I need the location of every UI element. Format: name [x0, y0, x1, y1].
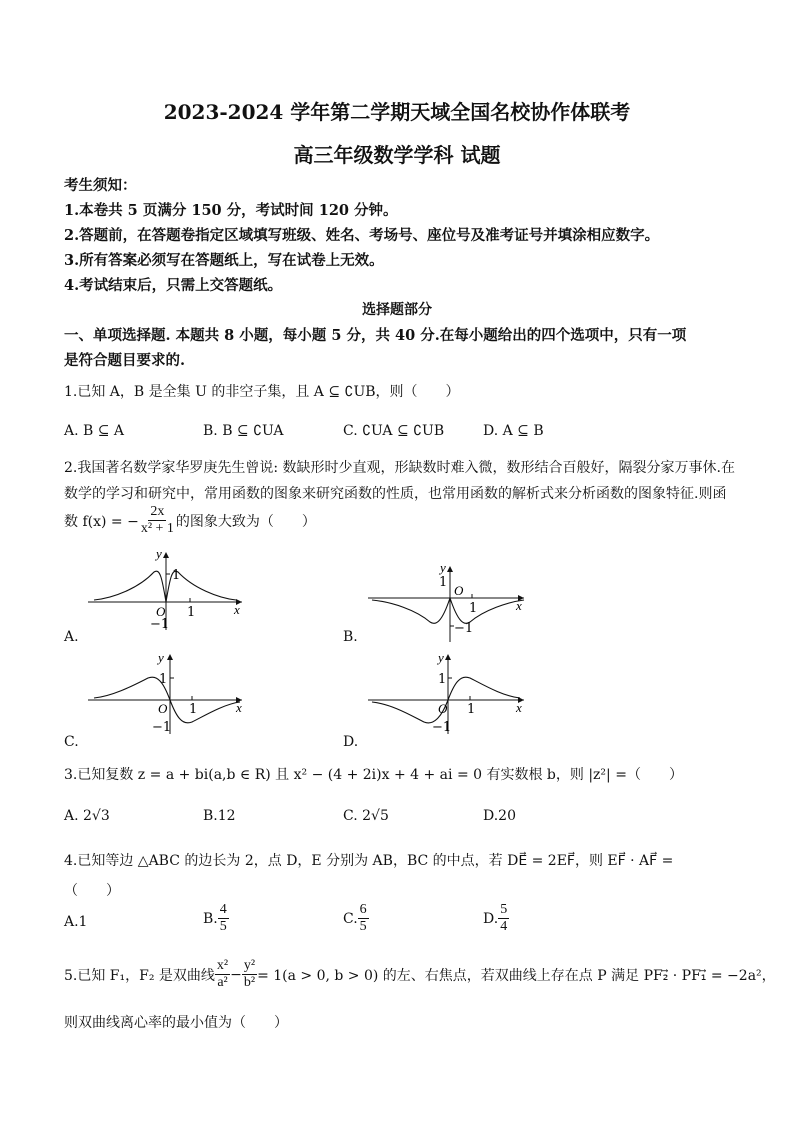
q2-option-c: C. [64, 734, 79, 750]
y-label: y [438, 650, 444, 665]
q3-option-a: A. 2√3 [64, 808, 110, 824]
notice-item: 2.答题前，在答题卷指定区域填写班级、姓名、考场号、座位号及准考证号并填涂相应数字。 [64, 227, 660, 244]
q1-option-c: C. ∁UA ⊆ ∁UB [343, 423, 445, 439]
q2-function-suffix: 的图象大致为（ ） [175, 513, 316, 530]
origin-label: O [438, 701, 448, 716]
section-intro-line1: 一、单项选择题. 本题共 8 小题，每小题 5 分，共 40 分.在每小题给出的四个选项中，只有一项 [64, 327, 687, 344]
q3-option-c: C. 2√5 [343, 808, 389, 824]
q4-option-d [483, 902, 509, 935]
notice-item: 4.考试结束后，只需上交答题纸。 [64, 277, 283, 294]
q4-option-b-fraction [218, 902, 229, 935]
q2-fraction-numerator: 2x [150, 504, 165, 519]
y-arrow [163, 552, 169, 558]
neg-one-label: −1 [152, 720, 172, 735]
origin-label: O [454, 583, 464, 598]
one-label: 1 [172, 568, 181, 583]
q4-option-c-fraction [358, 902, 369, 935]
x-label: x [516, 700, 522, 715]
y-label: y [156, 548, 162, 561]
q4-line2: （ ） [64, 883, 120, 899]
fraction-numerator: x² [216, 958, 229, 973]
notice-item: 1.本卷共 5 页满分 150 分，考试时间 120 分钟。 [64, 202, 398, 219]
graph-c [84, 650, 254, 736]
q5-fraction-y [242, 958, 257, 991]
x-label: x [236, 700, 242, 715]
neg-one-label: −1 [432, 720, 452, 735]
q5-line2: 则双曲线离心率的最小值为（ ） [64, 1015, 288, 1031]
x-label: x [516, 598, 522, 613]
fraction-denominator: 5 [359, 919, 367, 934]
q5-prefix: 5.已知 F₁，F₂ 是双曲线 [64, 967, 215, 984]
notice-heading: 考生须知： [64, 177, 137, 194]
fraction-denominator: 4 [500, 919, 508, 934]
y-arrow [447, 566, 453, 572]
q4-option-c-label: C. [343, 910, 358, 927]
q5-line1 [64, 958, 776, 991]
fraction-numerator: 4 [219, 902, 227, 917]
exam-subtitle: 高三年级数学学科 试题 [293, 143, 501, 167]
exam-title: 2023-2024 学年第二学期天域全国名校协作体联考 [163, 100, 631, 124]
q3-stem: 3.已知复数 z = a + bi(a,b ∈ R) 且 x² − (4 + 2i)x + 4 + ai = 0 有实数根 b，则 |z²| =（ ） [64, 767, 683, 783]
q5-suffix: = 1(a > 0, b > 0) 的左、右焦点，若双曲线上存在点 P 满足 PF₂⃗ · PF₁⃗ = −2a²， [257, 967, 776, 984]
q1-option-d: D. A ⊆ B [483, 423, 544, 439]
q2-option-a: A. [64, 629, 79, 645]
x-label: x [234, 602, 240, 617]
graph-a [84, 548, 254, 632]
q2-option-b: B. [343, 629, 358, 645]
q4-option-c [343, 902, 369, 935]
q4-option-a: A.1 [64, 914, 88, 930]
one-x-label: 1 [469, 601, 478, 616]
q1-option-b: B. B ⊆ ∁UA [203, 423, 284, 439]
q4-line1: 4.已知等边 △ABC 的边长为 2，点 D，E 分别为 AB，BC 的中点，若 DE⃗ = 2EF⃗，则 EF⃗ · AF⃗ = [64, 853, 674, 869]
q2-fraction [139, 504, 176, 537]
y-label: y [440, 562, 446, 575]
fraction-numerator: 6 [359, 902, 367, 917]
one-x-label: 1 [187, 605, 196, 620]
section-title: 选择题部分 [362, 302, 432, 318]
neg-one-label: −1 [454, 621, 474, 636]
q2-fraction-denominator: x² + 1 [140, 521, 174, 536]
q1-option-a: A. B ⊆ A [64, 423, 125, 439]
origin-label: O [158, 701, 168, 716]
q2-line3 [64, 504, 316, 537]
q4-option-d-label: D. [483, 910, 499, 927]
q3-option-b: B.12 [203, 808, 236, 824]
y-arrow [167, 654, 173, 660]
q5-minus: − [230, 966, 242, 983]
graph-b [364, 562, 534, 646]
notice-item: 3.所有答案必须写在答题纸上，写在试卷上无效。 [64, 252, 384, 269]
q3-option-d: D.20 [483, 808, 516, 824]
one-x-label: 1 [189, 702, 198, 717]
fraction-denominator: a² [217, 975, 228, 990]
q2-option-d: D. [343, 734, 359, 750]
fraction-denominator: b² [243, 975, 256, 990]
q2-function-prefix: 数 f(x) = − [64, 513, 139, 530]
one-label: 1 [438, 672, 447, 687]
q4-option-d-fraction [498, 902, 509, 935]
fraction-numerator: 5 [500, 902, 508, 917]
y-arrow [445, 654, 451, 660]
q1-stem: 1.已知 A，B 是全集 U 的非空子集，且 A ⊆ ∁UB，则（ ） [64, 384, 460, 400]
fraction-denominator: 5 [219, 919, 227, 934]
origin-label: O [156, 604, 166, 619]
one-x-label: 1 [467, 702, 476, 717]
q5-fraction-x [215, 958, 230, 991]
section-intro-line2: 是符合题目要求的. [64, 352, 186, 369]
y-label: y [158, 650, 164, 665]
q4-option-b [203, 902, 229, 935]
curve [94, 571, 236, 602]
fraction-numerator: y² [243, 958, 256, 973]
q2-line1: 2.我国著名数学家华罗庚先生曾说: 数缺形时少直观，形缺数时难入微，数形结合百般好，隔裂分家万事休.在 [64, 460, 735, 476]
graph-d [364, 650, 534, 736]
q2-line2: 数学的学习和研究中，常用函数的图象来研究函数的性质，也常用函数的解析式来分析函数的图象特征.则函 [64, 486, 727, 502]
curve [372, 598, 524, 623]
neg-one-label: −1 [150, 617, 170, 632]
one-label: 1 [439, 575, 448, 590]
q4-option-b-label: B. [203, 910, 218, 927]
one-label: 1 [159, 672, 168, 687]
